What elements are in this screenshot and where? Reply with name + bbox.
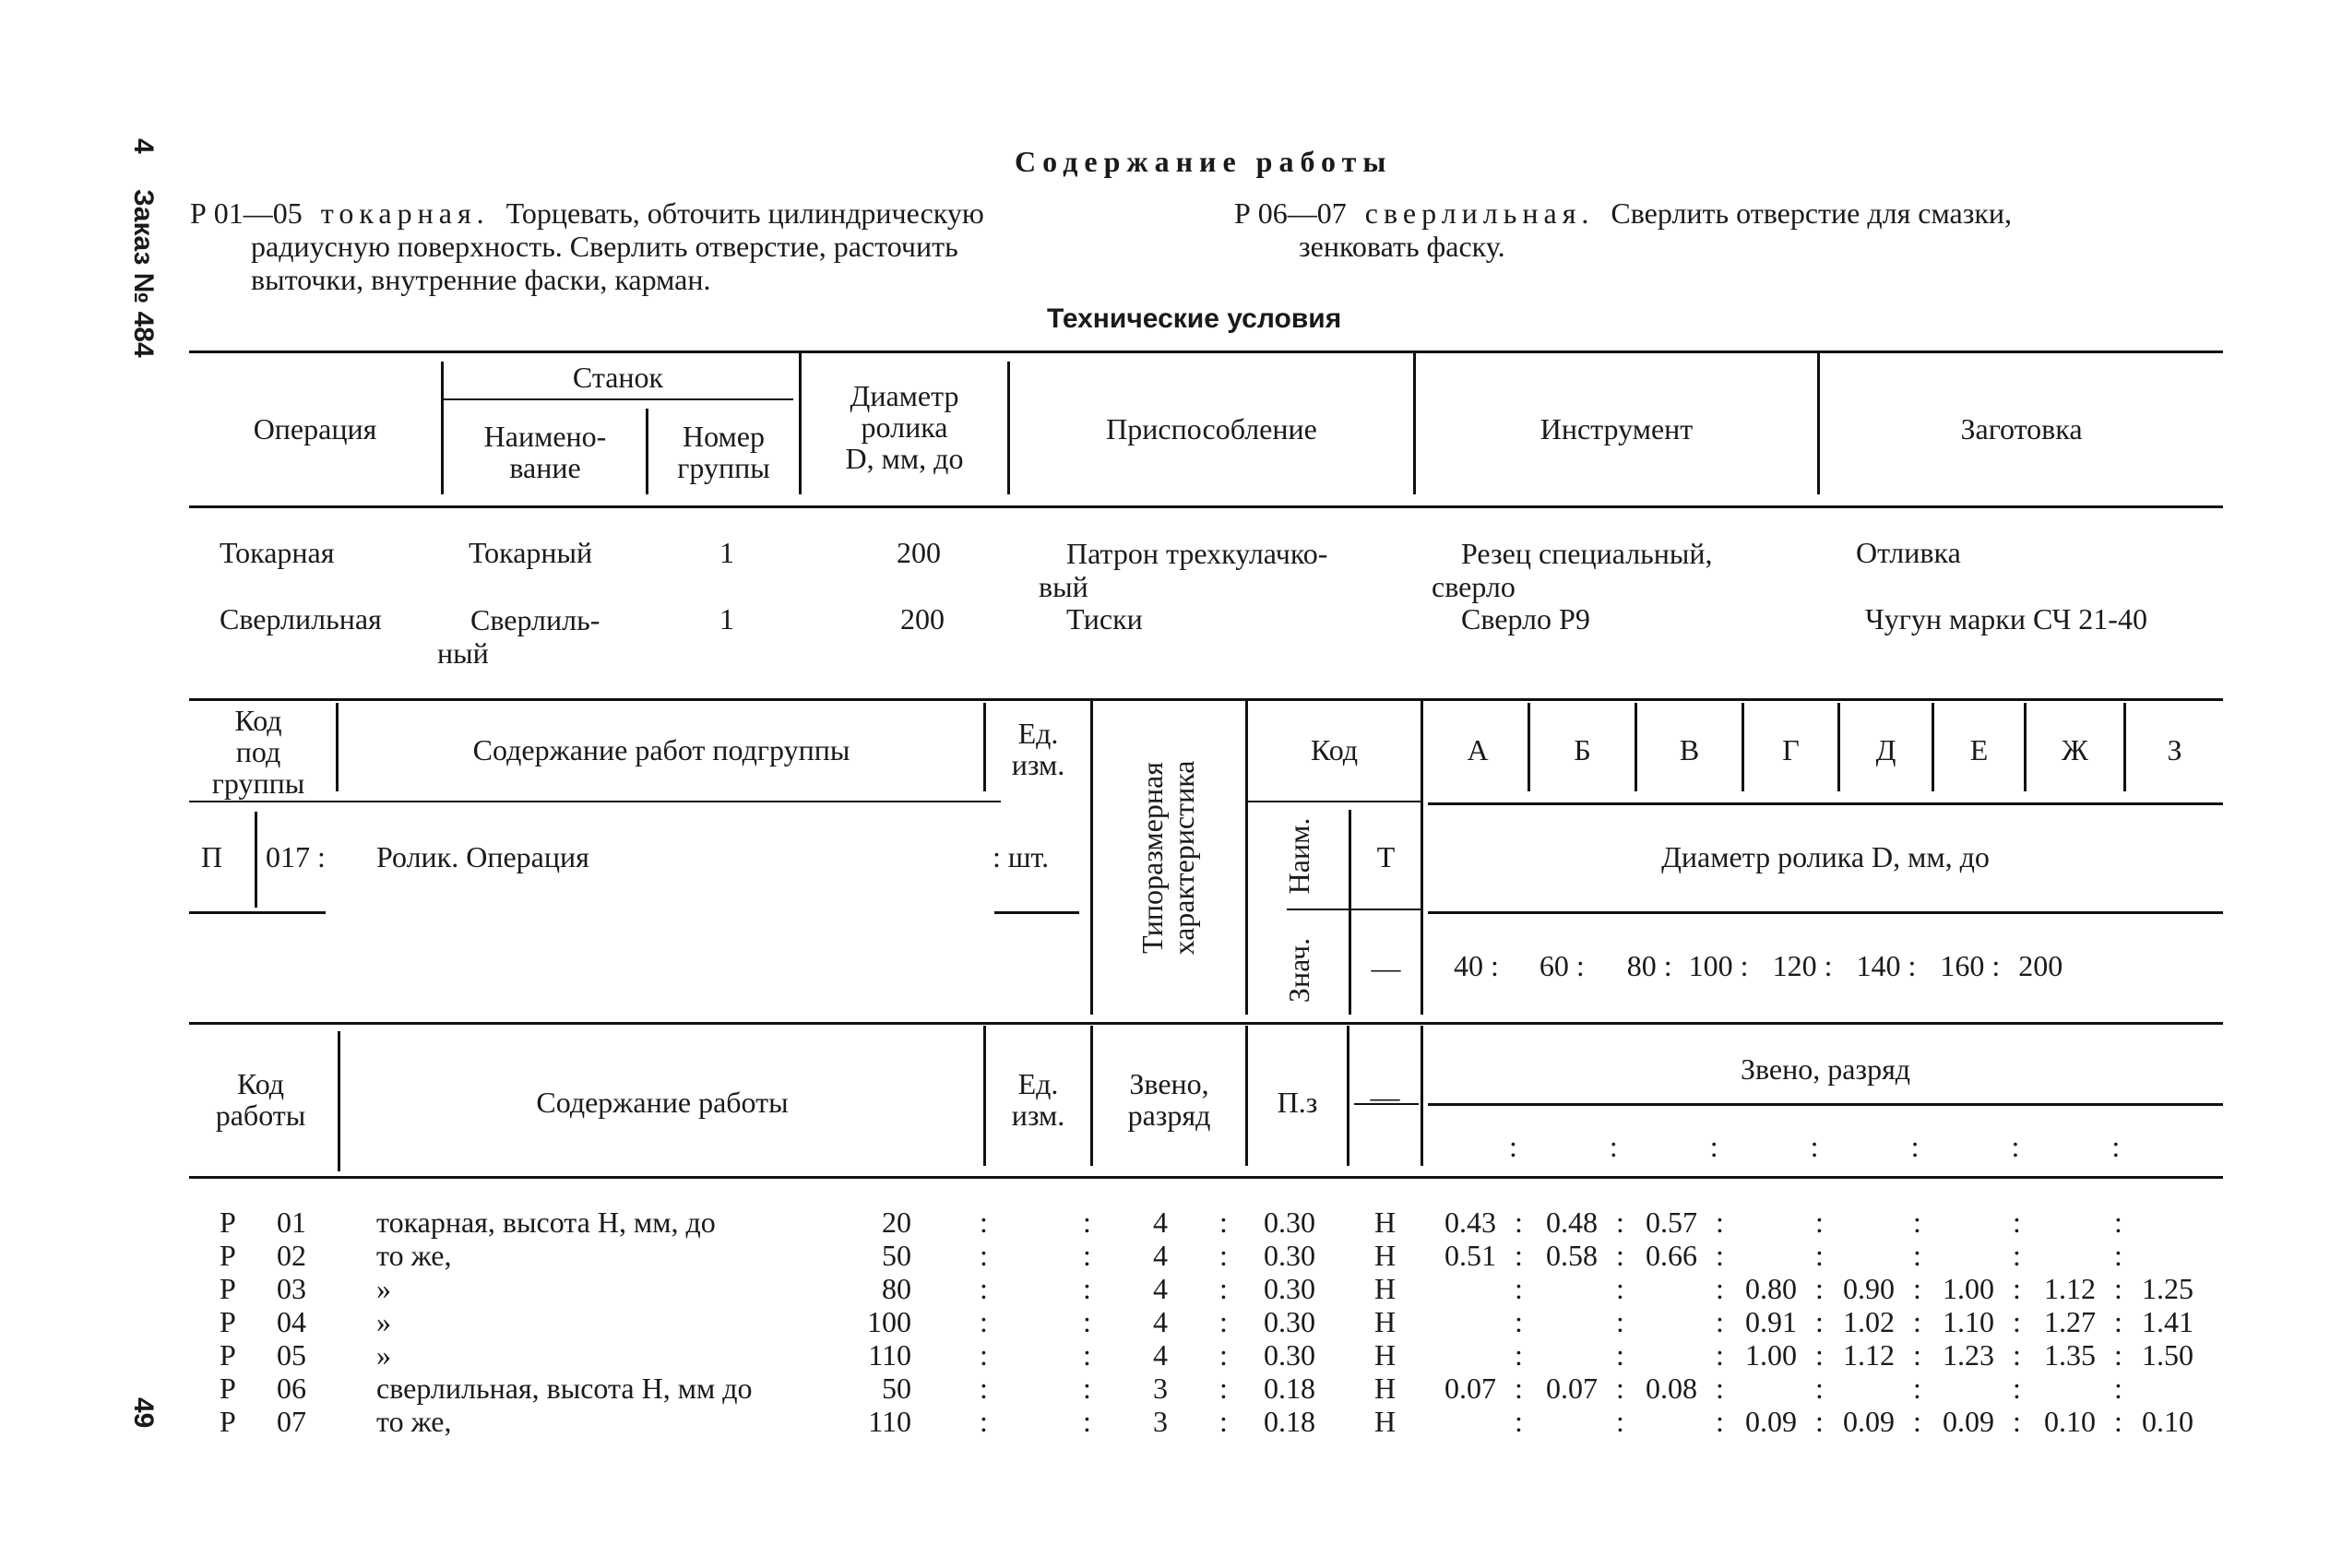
work-hdr-unit	[986, 1068, 1090, 1131]
work-row-height: 110	[868, 1405, 911, 1438]
work-row-text: то же,	[376, 1405, 452, 1438]
work-row-height: 50	[882, 1372, 911, 1405]
letter-e: Е	[1969, 733, 1989, 766]
work-row-text: сверлильная, высота Н, мм до	[376, 1372, 753, 1405]
work-row-zveno: 4	[1153, 1272, 1168, 1305]
work-row-value: 1.23	[1943, 1338, 1994, 1372]
work-row-p: Р	[220, 1405, 236, 1438]
sub-top-rule	[189, 698, 2223, 701]
tech-row1-blank: Отливка	[1856, 536, 1961, 569]
param-value: 80	[1626, 949, 1657, 982]
page-number-top: 4	[128, 138, 159, 154]
tech-row2-group: 1	[719, 602, 734, 636]
work-row-colon: :	[1616, 1405, 1624, 1438]
sub-hdr-typesize-l2: характеристика	[1167, 760, 1200, 956]
work-row-colon: :	[2114, 1239, 2122, 1272]
work-row-pz: 0.30	[1264, 1272, 1315, 1305]
work-row-colon: :	[1219, 1338, 1228, 1372]
letter-b: Б	[1574, 733, 1591, 766]
sub-rule-left	[189, 801, 1001, 802]
sub-hdr-znach: Знач.	[1282, 937, 1315, 1004]
work-row-colon: :	[2013, 1206, 2021, 1239]
work-row-colon: :	[1083, 1239, 1091, 1272]
work-row-pz: 0.18	[1264, 1372, 1315, 1405]
work-row-colon: :	[1913, 1372, 1921, 1405]
work-row-colon: :	[2114, 1372, 2122, 1405]
work-row-value: 0.48	[1546, 1206, 1598, 1239]
param-values: 40 : 60 : 80 : 100 : 120 : 140 : 160 : 200	[1454, 949, 2063, 982]
work-row-zveno: 4	[1153, 1206, 1168, 1239]
intro-right-code: Р 06—07	[1234, 196, 1347, 230]
work-row-colon: :	[1716, 1338, 1724, 1372]
work-row-text: »	[376, 1338, 391, 1372]
work-header-rule	[189, 1176, 2223, 1179]
work-row-colon: :	[1616, 1338, 1624, 1372]
sub-divider	[1421, 701, 1423, 1015]
work-row-colon: :	[1913, 1305, 1921, 1338]
tech-row1-diameter: 200	[897, 536, 941, 569]
work-row-n: Н	[1374, 1338, 1397, 1372]
work-row-colon: :	[1515, 1239, 1523, 1272]
work-row-colon: :	[2013, 1305, 2021, 1338]
sub-hdr-dash: —	[1371, 951, 1401, 984]
work-row-colon: :	[1716, 1305, 1724, 1338]
tech-row2-diameter: 200	[900, 602, 945, 636]
work-row-num: 07	[277, 1405, 306, 1438]
work-row-colon: :	[1913, 1405, 1921, 1438]
letter-a: А	[1467, 733, 1489, 766]
work-row-value: 1.02	[1843, 1305, 1895, 1338]
work-row-colon: :	[2114, 1272, 2122, 1305]
work-row-num: 03	[277, 1272, 306, 1305]
sub-divider	[1090, 701, 1093, 1015]
hdr-diameter-l2: ролика	[861, 410, 948, 444]
work-row-colon: :	[2114, 1338, 2122, 1372]
work-row-colon: :	[1219, 1305, 1228, 1338]
work-row-value: 0.09	[1843, 1405, 1895, 1438]
work-row-value: 1.25	[2142, 1272, 2193, 1305]
work-row-text: »	[376, 1305, 391, 1338]
param-value: 100	[1688, 949, 1733, 982]
work-row-text: токарная, высота Н, мм, до	[376, 1206, 716, 1239]
work-row-colon: :	[1083, 1305, 1091, 1338]
work-row-n: Н	[1374, 1239, 1397, 1272]
work-hdr-unit-l2: изм.	[1011, 1099, 1065, 1132]
intro-left-line3: выточки, внутренние фаски, карман.	[251, 263, 711, 296]
work-row-colon: :	[1219, 1372, 1228, 1405]
tech-row2-machine-l1: Сверлиль-	[470, 603, 600, 636]
work-hdr-code-l1: Код	[236, 1067, 285, 1100]
work-row-height: 100	[867, 1305, 911, 1338]
work-row-value: 1.12	[1843, 1338, 1895, 1372]
work-row-colon: :	[980, 1272, 988, 1305]
tech-row1-machine: Токарный	[469, 536, 593, 569]
param-value: 160	[1940, 949, 1985, 982]
work-row-colon: :	[980, 1338, 988, 1372]
work-hdr-zveno-l1: Звено,	[1129, 1067, 1209, 1100]
work-zveno-rule	[1428, 1103, 2223, 1106]
intro-right-line1	[1234, 197, 2012, 229]
work-hdr-pz: П.з	[1277, 1086, 1318, 1119]
tech-row2-operation: Сверлильная	[220, 602, 382, 636]
work-row-text: »	[376, 1272, 391, 1305]
work-row-n: Н	[1374, 1372, 1397, 1405]
work-row-num: 02	[277, 1239, 306, 1272]
work-row-colon: :	[1616, 1272, 1624, 1305]
work-row-value: 1.50	[2142, 1338, 2193, 1372]
param-value: 200	[2018, 949, 2063, 982]
work-row-num: 04	[277, 1305, 306, 1338]
work-row-p: Р	[220, 1372, 236, 1405]
work-row-value: 1.35	[2044, 1338, 2096, 1372]
work-row-colon: :	[980, 1305, 988, 1338]
hdr-machine: Станок	[572, 361, 664, 394]
work-row-colon: :	[1616, 1372, 1624, 1405]
param-value: 40	[1454, 949, 1483, 982]
tech-row2-machine	[437, 603, 600, 670]
work-row-zveno: 3	[1153, 1405, 1168, 1438]
work-row-colon: :	[980, 1239, 988, 1272]
machine-subrule	[443, 398, 793, 400]
work-row-colon: :	[1716, 1405, 1724, 1438]
tech-row1-operation: Токарная	[220, 536, 335, 569]
page-title: Содержание работы	[1015, 145, 1393, 178]
work-row-colon: :	[1219, 1239, 1228, 1272]
intro-left-line2: радиусную поверхность. Сверлить отверстие, расточить	[251, 230, 958, 263]
work-row-height: 80	[882, 1272, 911, 1305]
work-row-colon: :	[1716, 1372, 1724, 1405]
intro-right-text: Сверлить отверстие для смазки,	[1611, 196, 2013, 230]
work-row-height: 50	[882, 1239, 911, 1272]
work-row-colon: :	[1515, 1305, 1523, 1338]
work-row-p: Р	[220, 1272, 236, 1305]
work-row-p: Р	[220, 1206, 236, 1239]
work-row-colon: :	[2114, 1206, 2122, 1239]
intro-left-code: Р 01—05	[190, 196, 303, 230]
sub-rule-kod-mid	[1287, 909, 1421, 910]
sub-row-content: Ролик. Операция	[376, 840, 589, 873]
work-row-colon: :	[1815, 1405, 1824, 1438]
work-row-colon: :	[2013, 1338, 2021, 1372]
hdr-diameter-l1: Диаметр	[850, 379, 959, 412]
hdr-machine-name-l2: вание	[509, 451, 581, 484]
sub-divider-p	[255, 812, 257, 908]
work-row-num: 06	[277, 1372, 306, 1405]
work-row-colon: :	[1515, 1206, 1523, 1239]
hdr-blank: Заготовка	[1960, 412, 2083, 445]
work-row-value: 0.91	[1745, 1305, 1797, 1338]
work-row-colon: :	[1515, 1372, 1523, 1405]
hdr-diameter	[802, 380, 1007, 474]
work-row-colon: :	[1716, 1272, 1724, 1305]
work-row-value: 0.58	[1546, 1239, 1598, 1272]
work-hdr-colons: : : : : : : :	[1509, 1130, 2121, 1163]
letter-zh: Ж	[2062, 733, 2088, 766]
work-row-pz: 0.30	[1264, 1206, 1315, 1239]
work-row-n: Н	[1374, 1206, 1397, 1239]
work-row-colon: :	[1083, 1206, 1091, 1239]
sub-hdr-kod: Код	[1310, 733, 1359, 766]
work-row-value: 0.10	[2044, 1405, 2096, 1438]
work-row-value: 0.09	[1943, 1405, 1994, 1438]
sub-hdr-typesize	[1136, 761, 1199, 956]
hdr-machine-group	[648, 421, 799, 483]
work-row-colon: :	[1083, 1372, 1091, 1405]
work-row-value: 0.10	[2142, 1405, 2193, 1438]
work-row-colon: :	[1815, 1372, 1824, 1405]
tech-row1-tool	[1432, 537, 1713, 603]
tech-row1-tool-l1: Резец специальный,	[1461, 537, 1713, 570]
work-hdr-zveno-razryad: Звено, разряд	[1740, 1052, 1911, 1086]
work-row-colon: :	[1083, 1272, 1091, 1305]
letter-v: В	[1679, 733, 1700, 766]
work-row-colon: :	[2013, 1272, 2021, 1305]
work-row-text: то же,	[376, 1239, 452, 1272]
work-divider	[338, 1031, 340, 1171]
work-row-value: 0.51	[1444, 1239, 1496, 1272]
sub-rule-code	[1247, 801, 1421, 802]
sub-row-letter: П	[201, 840, 223, 873]
letter-z: З	[2167, 733, 2182, 766]
work-row-n: Н	[1374, 1405, 1397, 1438]
hdr-operation: Операция	[253, 412, 377, 445]
sub-row-code: 017 :	[266, 840, 326, 873]
work-row-colon: :	[1616, 1239, 1624, 1272]
tech-row1-fixture-l1: Патрон трехкулачко-	[1066, 537, 1328, 570]
sub-hdr-code-l2: под	[235, 735, 281, 768]
work-row-n: Н	[1374, 1272, 1397, 1305]
intro-left-line1	[190, 197, 984, 229]
work-row-value: 0.43	[1444, 1206, 1496, 1239]
work-row-colon: :	[2114, 1305, 2122, 1338]
work-row-colon: :	[1913, 1272, 1921, 1305]
work-row-colon: :	[1219, 1405, 1228, 1438]
work-row-colon: :	[1616, 1305, 1624, 1338]
work-row-value: 0.09	[1745, 1405, 1797, 1438]
work-divider	[1421, 1026, 1423, 1166]
work-row-value: 1.27	[2044, 1305, 2096, 1338]
work-row-colon: :	[1219, 1272, 1228, 1305]
work-row-zveno: 4	[1153, 1338, 1168, 1372]
work-row-colon: :	[980, 1405, 988, 1438]
work-row-colon: :	[1616, 1206, 1624, 1239]
hdr-fixture: Приспособление	[1106, 412, 1317, 445]
work-row-colon: :	[1913, 1206, 1921, 1239]
sub-rule-p-under	[189, 911, 326, 914]
work-row-colon: :	[1815, 1305, 1824, 1338]
work-row-value: 1.10	[1943, 1305, 1994, 1338]
sub-hdr-code	[189, 705, 327, 799]
work-row-value: 1.12	[2044, 1272, 2096, 1305]
work-row-colon: :	[1815, 1239, 1824, 1272]
hdr-machine-name	[445, 421, 646, 483]
sub-hdr-code-l1: Код	[234, 704, 282, 737]
sub-hdr-unit-l1: Ед.	[1017, 717, 1059, 750]
work-row-value: 0.90	[1843, 1272, 1895, 1305]
work-row-n: Н	[1374, 1305, 1397, 1338]
sub-hdr-unit-l2: изм.	[1011, 748, 1065, 781]
work-row-colon: :	[2013, 1405, 2021, 1438]
work-row-pz: 0.18	[1264, 1405, 1315, 1438]
work-row-num: 01	[277, 1206, 306, 1239]
param-value: 120	[1772, 949, 1817, 982]
work-row-value: 0.80	[1745, 1272, 1797, 1305]
work-row-zveno: 4	[1153, 1305, 1168, 1338]
tech-header-rule	[189, 505, 2223, 508]
work-row-p: Р	[220, 1338, 236, 1372]
work-row-value: 0.57	[1646, 1206, 1697, 1239]
work-row-pz: 0.30	[1264, 1305, 1315, 1338]
work-row-pz: 0.30	[1264, 1239, 1315, 1272]
work-row-colon: :	[1716, 1239, 1724, 1272]
hdr-machine-name-l1: Наимено-	[483, 420, 607, 453]
tech-title: Технические условия	[1047, 303, 1342, 334]
param-value: 140	[1856, 949, 1901, 982]
sub-rule-param	[1428, 911, 2223, 914]
tech-row1-fixture	[1039, 537, 1327, 603]
work-hdr-unit-l1: Ед.	[1017, 1067, 1059, 1100]
hdr-tool: Инструмент	[1540, 412, 1694, 445]
sub-hdr-code-l3: группы	[211, 766, 305, 800]
work-top-rule	[189, 1022, 2223, 1025]
sub-hdr-naim: Наим.	[1282, 817, 1315, 895]
sub-divider	[336, 703, 339, 791]
work-row-value: 0.66	[1646, 1239, 1697, 1272]
work-row-p: Р	[220, 1239, 236, 1272]
sub-hdr-unit	[986, 718, 1090, 780]
page-number-bottom: 49	[128, 1397, 159, 1429]
work-row-colon: :	[1083, 1405, 1091, 1438]
work-row-colon: :	[2013, 1372, 2021, 1405]
work-hdr-code-l2: работы	[215, 1099, 306, 1132]
work-row-zveno: 3	[1153, 1372, 1168, 1405]
work-row-value: 1.00	[1745, 1338, 1797, 1372]
work-row-colon: :	[1815, 1272, 1824, 1305]
order-number: Заказ № 484	[128, 189, 159, 358]
work-row-colon: :	[1815, 1338, 1824, 1372]
work-row-value: 0.07	[1546, 1372, 1598, 1405]
work-row-zveno: 4	[1153, 1239, 1168, 1272]
hdr-machine-group-l2: группы	[677, 451, 770, 484]
intro-left-text: Торцевать, обточить цилиндрическую	[505, 196, 984, 230]
work-row-value: 0.07	[1444, 1372, 1496, 1405]
work-row-colon: :	[1219, 1206, 1228, 1239]
work-row-colon: :	[1515, 1272, 1523, 1305]
work-row-colon: :	[1913, 1338, 1921, 1372]
tech-row1-group: 1	[719, 536, 734, 569]
sub-row-unit: : шт.	[993, 840, 1050, 873]
intro-right-name: сверлильная.	[1364, 196, 1595, 230]
tech-row1-tool-l2: сверло	[1432, 570, 1516, 603]
hdr-diameter-l3: D, мм, до	[845, 442, 964, 475]
sub-hdr-content: Содержание работ подгруппы	[472, 733, 850, 766]
work-row-num: 05	[277, 1338, 306, 1372]
tech-row2-tool: Сверло Р9	[1461, 602, 1590, 636]
work-row-height: 110	[868, 1338, 911, 1372]
work-row-colon: :	[1913, 1239, 1921, 1272]
intro-left-name: токарная.	[320, 196, 490, 230]
work-row-colon: :	[980, 1372, 988, 1405]
work-row-colon: :	[1515, 1338, 1523, 1372]
tech-top-rule	[189, 350, 2223, 353]
work-row-height: 20	[882, 1206, 911, 1239]
work-row-value: 1.41	[2142, 1305, 2193, 1338]
work-hdr-code	[189, 1068, 332, 1131]
work-row-pz: 0.30	[1264, 1338, 1315, 1372]
tech-row2-machine-l2: ный	[437, 636, 489, 670]
sub-rule-unit-under	[994, 911, 1079, 914]
work-row-colon: :	[1716, 1206, 1724, 1239]
intro-right-line2: зенковать фаску.	[1299, 230, 1505, 263]
work-hdr-content: Содержание работы	[536, 1086, 789, 1119]
work-hdr-zveno-l2: разряд	[1127, 1099, 1211, 1132]
work-row-colon: :	[1083, 1338, 1091, 1372]
sub-hdr-t: Т	[1376, 840, 1396, 873]
work-row-colon: :	[1515, 1405, 1523, 1438]
work-row-p: Р	[220, 1305, 236, 1338]
work-row-colon: :	[980, 1206, 988, 1239]
tech-row2-fixture: Тиски	[1066, 602, 1143, 636]
tech-row2-blank: Чугун марки СЧ 21-40	[1865, 602, 2147, 636]
work-hdr-dash: —	[1370, 1080, 1400, 1113]
letter-d: Д	[1875, 733, 1896, 766]
work-row-value: 0.08	[1646, 1372, 1697, 1405]
sub-rule-letters	[1428, 802, 2223, 805]
hdr-machine-group-l1: Номер	[683, 420, 765, 453]
work-row-colon: :	[2013, 1239, 2021, 1272]
sub-param: Диаметр ролика D, мм, до	[1661, 840, 1990, 873]
tech-row1-fixture-l2: вый	[1039, 570, 1088, 603]
work-hdr-zveno	[1093, 1068, 1245, 1131]
param-value: 60	[1539, 949, 1569, 982]
letter-g: Г	[1782, 733, 1800, 766]
work-row-colon: :	[2114, 1405, 2122, 1438]
sub-hdr-typesize-l1: Типоразмерная	[1135, 762, 1169, 954]
work-row-colon: :	[1815, 1206, 1824, 1239]
work-row-value: 1.00	[1943, 1272, 1994, 1305]
